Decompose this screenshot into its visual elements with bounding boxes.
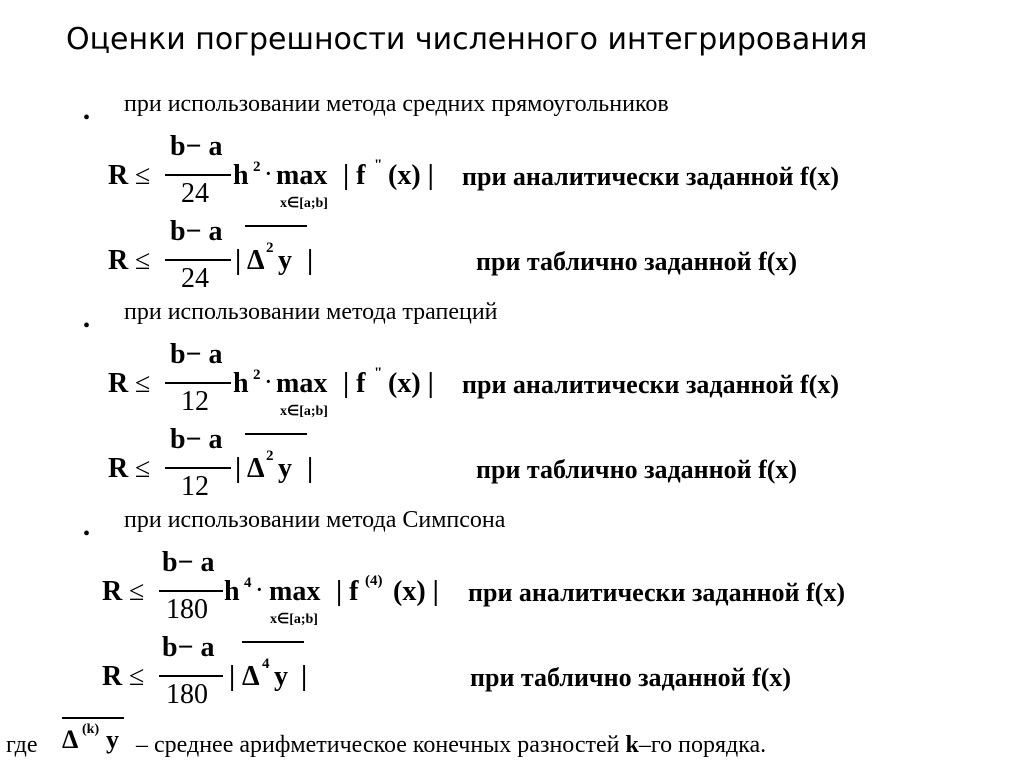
- formula-r: R: [108, 245, 129, 276]
- slide-title: Оценки погрешности численного интегрирования: [66, 22, 868, 57]
- fraction-bar: [165, 467, 231, 469]
- f-argument: (x) |: [388, 368, 434, 399]
- delta-symbol: Δ: [247, 245, 265, 276]
- max-operator: max: [269, 576, 321, 607]
- fraction-denominator: 180: [166, 594, 208, 625]
- footer-text: – среднее арифметическое конечных разностей: [136, 732, 626, 758]
- formula-trapezoid-tabular: [108, 426, 888, 508]
- fraction-numerator: b− a: [162, 632, 215, 663]
- abs-bar-open: |: [235, 245, 242, 276]
- fraction-numerator: b− a: [170, 216, 223, 247]
- f-symbol: | f: [343, 160, 366, 191]
- mean-overline: [62, 717, 124, 719]
- max-subscript: x∈[a;b]: [270, 612, 318, 627]
- formula-simpson-tabular: [102, 634, 882, 716]
- h-symbol: h: [233, 160, 249, 191]
- abs-bar-close: |: [307, 245, 314, 276]
- delta-exponent: 4: [262, 656, 270, 672]
- mean-overline: [245, 225, 307, 227]
- formula-r: R: [102, 576, 123, 607]
- mean-overline: [242, 641, 304, 643]
- delta-exponent: (k): [82, 722, 100, 737]
- f-symbol: | f: [336, 576, 359, 607]
- bullet-text: при использовании метода средних прямоугольников: [124, 91, 669, 117]
- fraction-denominator: 24: [181, 178, 209, 209]
- condition-analytic: при аналитически заданной f(x): [462, 162, 839, 191]
- le-sign: ≤: [135, 368, 151, 399]
- le-sign: ≤: [129, 661, 145, 692]
- abs-bar-close: |: [301, 661, 308, 692]
- abs-bar-close: |: [307, 453, 314, 484]
- formula-midpoint-analytic: [108, 133, 928, 215]
- max-operator: max: [276, 368, 328, 399]
- fraction-numerator: b− a: [170, 339, 223, 370]
- bullet-icon: •: [83, 523, 91, 545]
- fraction-numerator: b− a: [170, 131, 223, 162]
- condition-analytic: при аналитически заданной f(x): [462, 370, 839, 399]
- condition-tabular: при таблично заданной f(x): [476, 247, 798, 276]
- f-derivative-mark: ": [374, 157, 383, 173]
- max-operator: max: [276, 160, 328, 191]
- f-derivative-mark: (4): [365, 573, 383, 589]
- delta-exponent: 2: [266, 448, 274, 464]
- bullet-text: при использовании метода трапеций: [124, 299, 498, 325]
- y-symbol: y: [274, 661, 288, 692]
- fraction-denominator: 12: [181, 471, 209, 502]
- footer-gde: где: [6, 732, 38, 758]
- delta-symbol: Δ: [242, 661, 260, 692]
- le-sign: ≤: [135, 245, 151, 276]
- dot-operator: ·: [265, 371, 272, 393]
- y-symbol: y: [278, 453, 292, 484]
- h-symbol: h: [224, 576, 240, 607]
- formula-trapezoid-analytic: [108, 341, 928, 423]
- delta-symbol: Δ: [62, 725, 79, 754]
- fraction-bar: [165, 259, 231, 261]
- formula-r: R: [108, 368, 129, 399]
- le-sign: ≤: [135, 160, 151, 191]
- formula-simpson-analytic: [102, 549, 932, 631]
- f-derivative-mark: ": [374, 365, 383, 381]
- abs-bar-open: |: [229, 661, 236, 692]
- footer-order-text: –го порядка.: [638, 732, 767, 758]
- f-symbol: | f: [343, 368, 366, 399]
- f-argument: (x) |: [388, 160, 434, 191]
- footer-k: k: [625, 732, 639, 758]
- y-symbol: y: [106, 725, 119, 754]
- dot-operator: ·: [256, 579, 263, 601]
- h-exponent: 4: [244, 575, 252, 591]
- fraction-bar: [165, 382, 231, 384]
- fraction-denominator: 180: [166, 679, 208, 710]
- fraction-bar: [159, 590, 223, 592]
- fraction-bar: [165, 174, 231, 176]
- footer-description: [136, 732, 766, 759]
- condition-tabular: при таблично заданной f(x): [470, 663, 792, 692]
- footer-note: [6, 714, 1016, 762]
- formula-r: R: [102, 661, 123, 692]
- bullet-text: при использовании метода Симпсона: [124, 507, 506, 533]
- formula-r: R: [108, 160, 129, 191]
- fraction-numerator: b− a: [162, 547, 215, 578]
- h-exponent: 2: [253, 159, 261, 175]
- fraction-denominator: 12: [181, 386, 209, 417]
- fraction-bar: [159, 675, 223, 677]
- abs-bar-open: |: [235, 453, 242, 484]
- f-argument: (x) |: [393, 576, 439, 607]
- max-subscript: x∈[a;b]: [280, 196, 328, 211]
- dot-operator: ·: [265, 163, 272, 185]
- delta-symbol: Δ: [247, 453, 265, 484]
- le-sign: ≤: [129, 576, 145, 607]
- y-symbol: y: [278, 245, 292, 276]
- condition-analytic: при аналитически заданной f(x): [468, 578, 845, 607]
- delta-exponent: 2: [266, 240, 274, 256]
- fraction-denominator: 24: [181, 263, 209, 294]
- condition-tabular: при таблично заданной f(x): [476, 455, 798, 484]
- le-sign: ≤: [135, 453, 151, 484]
- formula-midpoint-tabular: [108, 218, 888, 300]
- bullet-icon: •: [83, 107, 91, 129]
- h-symbol: h: [233, 368, 249, 399]
- fraction-numerator: b− a: [170, 424, 223, 455]
- mean-overline: [245, 433, 307, 435]
- bullet-icon: •: [83, 315, 91, 337]
- max-subscript: x∈[a;b]: [280, 404, 328, 419]
- h-exponent: 2: [253, 367, 261, 383]
- formula-r: R: [108, 453, 129, 484]
